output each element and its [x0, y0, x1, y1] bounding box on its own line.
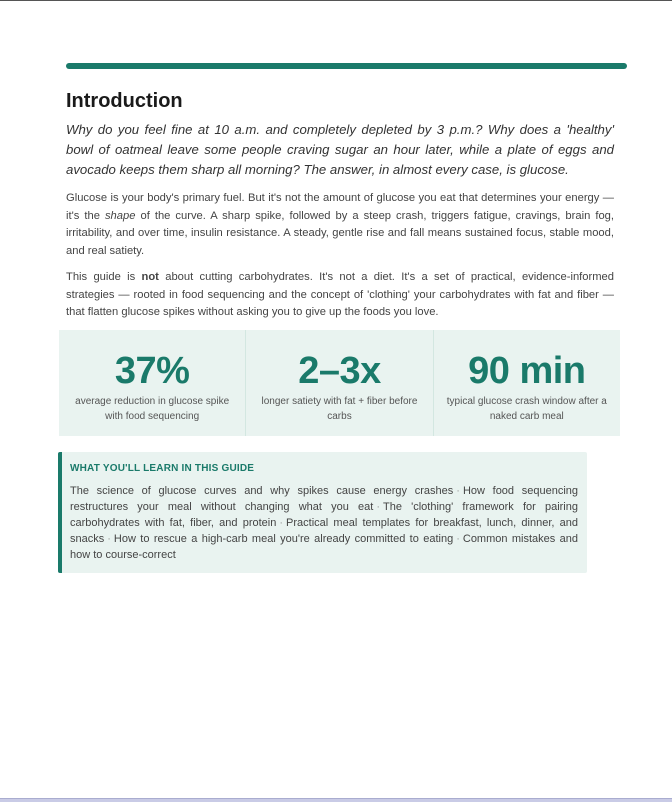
- para1-emphasis: shape: [104, 209, 136, 222]
- stat-value: 37%: [114, 350, 190, 392]
- para2-strong: not: [141, 271, 159, 283]
- stat-value: 90 min: [468, 350, 586, 392]
- learn-item: How food sequencing restructures your meal without changing what you eat: [70, 485, 579, 513]
- learn-separator: ·: [376, 501, 380, 513]
- learn-item: Practical meal templates for breakfast, lunch, dinner, and snacks: [70, 517, 578, 545]
- stat-card: [59, 330, 245, 436]
- stat-label: typical glucose crash window after a naked carb meal: [446, 396, 607, 422]
- learn-item: The 'clothing' framework for pairing carbohydrates with fat, fiber, and protein: [70, 501, 578, 529]
- para1-text-end: of the curve. A sharp spike, followed by a steep crash, triggers fatigue, cravings, brain fog, irritability, and over time, insulin resistance. A steady, gentle rise and fall means sustained focus, stable mood, and real satiety.: [66, 209, 614, 257]
- introduction-section: [66, 88, 614, 322]
- learn-callout: [58, 452, 587, 573]
- section-title: Introduction: [66, 90, 183, 112]
- learn-item: Common mistakes and how to course-correct: [70, 533, 578, 561]
- page-top-border: [0, 0, 672, 1]
- para1-text-start: Glucose is your body's primary fuel. But it's not the amount of glucose you eat that determines your energy — it's the: [66, 192, 614, 222]
- accent-bar: [66, 63, 627, 69]
- lead-paragraph: Why do you feel fine at 10 a.m. and completely depleted by 3 p.m.? Why does a 'healthy' bowl of oatmeal leave some people craving sugar an hour later, while a plate of eggs and avocado keeps them sharp all morning? The answer, in almost every case, is glucose.: [66, 122, 614, 177]
- stat-value: 2–3x: [298, 350, 381, 392]
- page-bottom-border: [0, 798, 672, 802]
- stat-label: average reduction in glucose spike with food sequencing: [75, 396, 230, 422]
- learn-item: How to rescue a high-carb meal you're already committed to eating: [113, 533, 454, 545]
- body-paragraph-1: [66, 190, 614, 260]
- stat-label: longer satiety with fat + fiber before carbs: [261, 396, 418, 422]
- learn-callout-list: [70, 483, 578, 563]
- para2-text-end: about cutting carbohydrates. It's not a diet. It's a set of practical, evidence-informed strategies — rooted in food sequencing and the concept of 'clothing' your carbohydrates with fat and fiber — that flatten glucose spikes without asking you to give up the foods you love.: [66, 271, 614, 318]
- stat-card: [433, 330, 620, 436]
- learn-separator: ·: [456, 485, 460, 497]
- stat-card: [245, 330, 432, 436]
- learn-separator: ·: [456, 533, 460, 545]
- stats-panel: [59, 330, 620, 436]
- learn-callout-title: WHAT YOU'LL LEARN IN THIS GUIDE: [70, 463, 255, 474]
- learn-separator: ·: [279, 517, 284, 529]
- learn-separator: ·: [107, 533, 111, 545]
- learn-item: The science of glucose curves and why spikes cause energy crashes: [70, 485, 454, 497]
- body-paragraph-2: [66, 269, 614, 322]
- para2-text-start: This guide is: [66, 271, 142, 283]
